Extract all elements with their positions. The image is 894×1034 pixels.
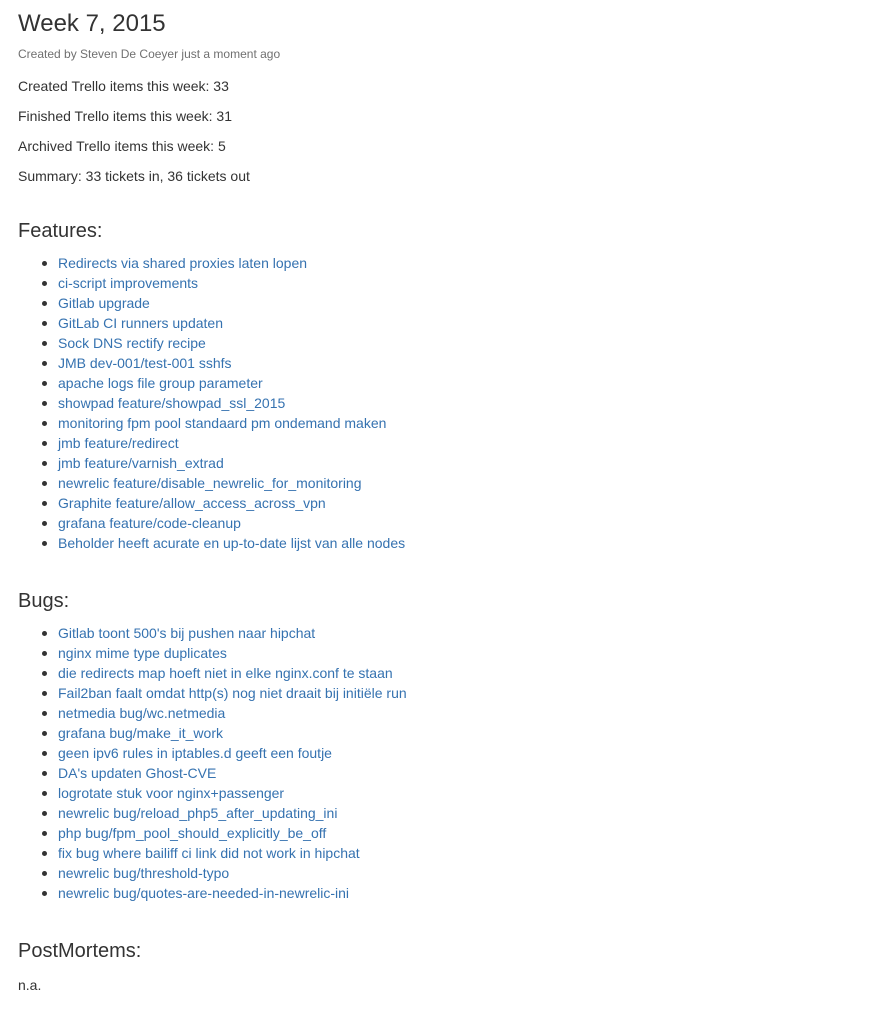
bug-link[interactable]: newrelic bug/quotes-are-needed-in-newrelic-ini bbox=[58, 885, 350, 901]
list-item bbox=[58, 293, 876, 313]
bug-link[interactable]: logrotate stuk voor nginx+passenger bbox=[58, 785, 285, 801]
bullet-icon bbox=[42, 481, 47, 486]
bullet-icon bbox=[42, 851, 47, 856]
list-item bbox=[58, 513, 876, 533]
list-item bbox=[58, 373, 876, 393]
list-item bbox=[58, 783, 876, 803]
bullet-icon bbox=[42, 691, 47, 696]
stat-created: Created Trello items this week: 33 bbox=[18, 78, 229, 94]
bullet-icon bbox=[42, 811, 47, 816]
list-item bbox=[58, 743, 876, 763]
stat-archived: Archived Trello items this week: 5 bbox=[18, 138, 226, 154]
bullet-icon bbox=[42, 521, 47, 526]
bugs-heading: Bugs: bbox=[18, 590, 70, 612]
bug-link[interactable]: newrelic bug/reload_php5_after_updating_ini bbox=[58, 805, 338, 821]
bullet-icon bbox=[42, 401, 47, 406]
bug-link[interactable]: geen ipv6 rules in iptables.d geeft een foutje bbox=[58, 745, 332, 761]
bullet-icon bbox=[42, 321, 47, 326]
list-item bbox=[58, 703, 876, 723]
bugs-list bbox=[18, 623, 876, 903]
bullet-icon bbox=[42, 461, 47, 466]
feature-link[interactable]: GitLab CI runners updaten bbox=[58, 315, 223, 331]
list-item bbox=[58, 433, 876, 453]
list-item bbox=[58, 843, 876, 863]
bullet-icon bbox=[42, 891, 47, 896]
postmortems-text: n.a. bbox=[18, 977, 42, 993]
bug-link[interactable]: DA's updaten Ghost-CVE bbox=[58, 765, 217, 781]
feature-link[interactable]: newrelic feature/disable_newrelic_for_monitoring bbox=[58, 475, 362, 491]
bullet-icon bbox=[42, 261, 47, 266]
list-item bbox=[58, 763, 876, 783]
bullet-icon bbox=[42, 421, 47, 426]
bug-link[interactable]: fix bug where bailiff ci link did not work in hipchat bbox=[58, 845, 360, 861]
feature-link[interactable]: Sock DNS rectify recipe bbox=[58, 335, 206, 351]
bug-link[interactable]: netmedia bug/wc.netmedia bbox=[58, 705, 226, 721]
bullet-icon bbox=[42, 711, 47, 716]
feature-link[interactable]: apache logs file group parameter bbox=[58, 375, 263, 391]
list-item bbox=[58, 313, 876, 333]
bullet-icon bbox=[42, 301, 47, 306]
feature-link[interactable]: showpad feature/showpad_ssl_2015 bbox=[58, 395, 286, 411]
bullet-icon bbox=[42, 671, 47, 676]
list-item bbox=[58, 623, 876, 643]
postmortems-heading: PostMortems: bbox=[18, 940, 142, 962]
bug-link[interactable]: Fail2ban faalt omdat http(s) nog niet draait bij initiële run bbox=[58, 685, 407, 701]
list-item bbox=[58, 683, 876, 703]
feature-link[interactable]: jmb feature/redirect bbox=[58, 435, 179, 451]
bullet-icon bbox=[42, 361, 47, 366]
list-item bbox=[58, 883, 876, 903]
bullet-icon bbox=[42, 441, 47, 446]
feature-link[interactable]: ci-script improvements bbox=[58, 275, 199, 291]
list-item bbox=[58, 663, 876, 683]
feature-link[interactable]: Graphite feature/allow_access_across_vpn bbox=[58, 495, 326, 511]
bullet-icon bbox=[42, 341, 47, 346]
bullet-icon bbox=[42, 501, 47, 506]
bullet-icon bbox=[42, 281, 47, 286]
bug-link[interactable]: die redirects map hoeft niet in elke nginx.conf te staan bbox=[58, 665, 393, 681]
list-item bbox=[58, 333, 876, 353]
feature-link[interactable]: Gitlab upgrade bbox=[58, 295, 150, 311]
bullet-icon bbox=[42, 541, 47, 546]
feature-link[interactable]: JMB dev-001/test-001 sshfs bbox=[58, 355, 232, 371]
stats-section bbox=[18, 76, 876, 186]
page-title: Week 7, 2015 bbox=[18, 10, 166, 37]
list-item bbox=[58, 533, 876, 553]
list-item bbox=[58, 863, 876, 883]
list-item bbox=[58, 393, 876, 413]
stat-summary: Summary: 33 tickets in, 36 tickets out bbox=[18, 168, 250, 184]
list-item bbox=[58, 723, 876, 743]
bullet-icon bbox=[42, 751, 47, 756]
bug-link[interactable]: newrelic bug/threshold-typo bbox=[58, 865, 230, 881]
bullet-icon bbox=[42, 871, 47, 876]
bullet-icon bbox=[42, 631, 47, 636]
list-item bbox=[58, 493, 876, 513]
list-item bbox=[58, 353, 876, 373]
list-item bbox=[58, 253, 876, 273]
feature-link[interactable]: Redirects via shared proxies laten lopen bbox=[58, 255, 308, 271]
list-item bbox=[58, 643, 876, 663]
feature-link[interactable]: monitoring fpm pool standaard pm ondemand maken bbox=[58, 415, 387, 431]
bug-link[interactable]: Gitlab toont 500's bij pushen naar hipchat bbox=[58, 625, 316, 641]
bullet-icon bbox=[42, 771, 47, 776]
bullet-icon bbox=[42, 651, 47, 656]
features-heading: Features: bbox=[18, 220, 103, 242]
bullet-icon bbox=[42, 731, 47, 736]
list-item bbox=[58, 413, 876, 433]
features-list bbox=[18, 253, 876, 553]
list-item bbox=[58, 453, 876, 473]
feature-link[interactable]: jmb feature/varnish_extrad bbox=[58, 455, 224, 471]
bug-link[interactable]: nginx mime type duplicates bbox=[58, 645, 227, 661]
bullet-icon bbox=[42, 831, 47, 836]
list-item bbox=[58, 473, 876, 493]
list-item bbox=[58, 273, 876, 293]
bug-link[interactable]: php bug/fpm_pool_should_explicitly_be_off bbox=[58, 825, 327, 841]
bullet-icon bbox=[42, 381, 47, 386]
bug-link[interactable]: grafana bug/make_it_work bbox=[58, 725, 223, 741]
list-item bbox=[58, 803, 876, 823]
feature-link[interactable]: Beholder heeft acurate en up-to-date lijst van alle nodes bbox=[58, 535, 406, 551]
feature-link[interactable]: grafana feature/code-cleanup bbox=[58, 515, 241, 531]
list-item bbox=[58, 823, 876, 843]
page-byline: Created by Steven De Coeyer just a moment ago bbox=[18, 47, 281, 61]
bullet-icon bbox=[42, 791, 47, 796]
stat-finished: Finished Trello items this week: 31 bbox=[18, 108, 232, 124]
